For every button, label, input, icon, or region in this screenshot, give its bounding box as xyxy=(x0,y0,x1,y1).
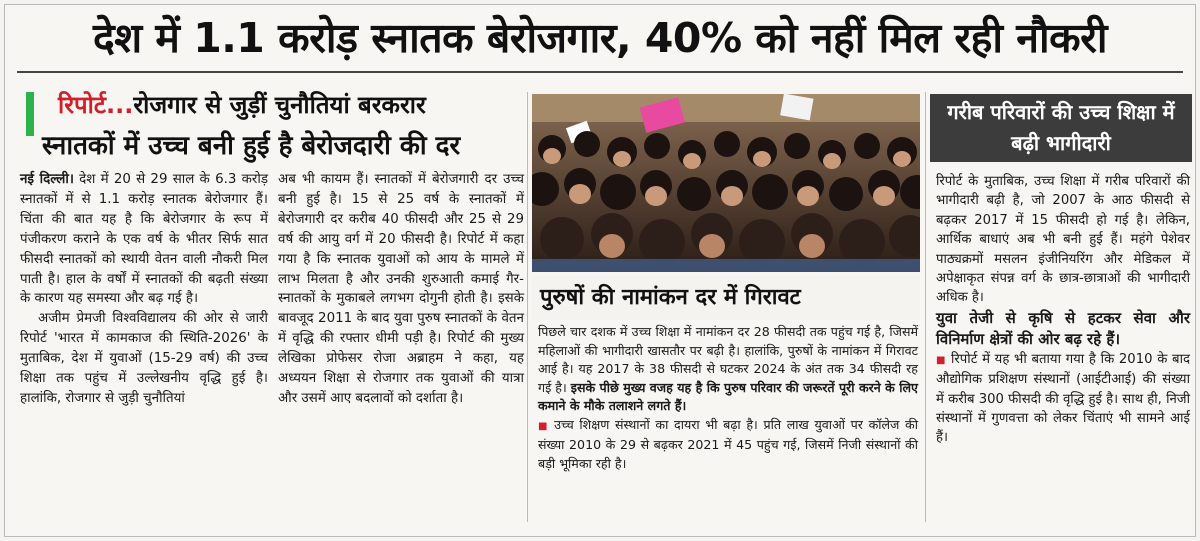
article-text: उच्च शिक्षण संस्थानों का दायरा भी बढ़ा है। प्रति लाख युवाओं पर कॉलेज की संख्या 2010 के 29 से बढ़कर 2021 में 45 पहुंच गई, जिसमें निजी संस्थानों की बड़ी भूमिका रही है। xyxy=(538,416,918,471)
article-text: पिछले चार दशक में उच्च शिक्षा में नामांकन दर 28 फीसदी तक पहुंच गई है, जिसमें महिलाओं की भागीदारी खासतौर पर बढ़ी है। हालांकि, पुरुषों के नामांकन में गिरावट आई है। यह 2017 के 38 फीसदी से घटकर 2024 के अंत तक 34 फीसदी रह गई है। xyxy=(538,324,918,395)
bullet-paragraph xyxy=(538,416,918,474)
crowd-photo xyxy=(532,94,920,272)
main-headline: देश में 1.1 करोड़ स्नातक बेरोजगार, 40% को नहीं मिल रही नौकरी xyxy=(92,14,1107,62)
sidebar-heading: गरीब परिवारों की उच्च शिक्षा में बढ़ी भागीदारी xyxy=(930,94,1192,162)
subheadline: स्नातकों में उच्च बनी हुई है बेरोजदारी की दर xyxy=(42,131,461,161)
article-paragraph xyxy=(538,323,918,416)
article-paragraph: अब भी कायम हैं। स्नातकों में बेरोजगारी दर उच्च बनी हुई है। 15 से 25 वर्ष के स्नातकों में बेरोजगारी दर करीब 40 फीसदी और 25 से 29 वर्ष की आयु वर्ग में 20 फीसदी है। रिपोर्ट में कहा गया है कि स्नातक युवाओं को आय के मामले में लाभ मिलता है और उनकी शुरुआती कमाई गैर-स्नातकों के मुकाबले लगभग दोगुनी होती है। इसके बावजूद 2011 के बाद युवा पुरुष स्नातकों के वेतन में वृद्धि की रफ्तार धीमी पड़ी है। रिपोर्ट की मुख्य लेखिका प्रोफेसर रोजा अब्राहम ने कहा, यह अध्ययन शिक्षा से रोजगार तक युवाओं की यात्रा और उसमें आए बदलावों को दर्शाता है। xyxy=(278,172,524,406)
article-paragraph xyxy=(20,170,268,309)
bullet-paragraph xyxy=(936,350,1190,448)
kicker-text: रोजगार से जुड़ीं चुनौतियां बरकरार xyxy=(133,91,426,119)
column-divider xyxy=(527,92,528,522)
headline-rule xyxy=(17,71,1183,73)
column-divider xyxy=(925,92,926,522)
article-column-1 xyxy=(20,170,268,409)
section-heading-enrollment: पुरुषों की नामांकन दर में गिरावट xyxy=(532,276,920,320)
sidebar-highlight: युवा तेजी से कृषि से हटकर सेवा और विनिर्माण क्षेत्रों की ओर बढ़ रहे हैं। xyxy=(936,308,1190,348)
article-paragraph: रिपोर्ट के मुताबिक, उच्च शिक्षा में गरीब परिवारों की भागीदारी बढ़ी है, जो 2007 के आठ फीसदी से बढ़कर 2017 में 15 फीसदी हो गई है। लेकिन, आर्थिक बाधाएं अब भी बनी हुई हैं। महंगे पेशेवर पाठ्यक्रमों मसलन इंजीनियरिंग और मेडिकल में अपेक्षाकृत संपन्न वर्ग के छात्र-छात्राओं की भागीदारी अधिक है। xyxy=(936,174,1190,306)
kicker-marker xyxy=(26,92,34,136)
sidebar-body xyxy=(936,172,1190,448)
dateline: नई दिल्ली। xyxy=(20,172,74,187)
highlight-text: इसके पीछे मुख्य वजह यह है कि पुरुष परिवार की जरूरतें पूरी करने के लिए कमाने के मौके तलाशने लगते हैं। xyxy=(538,379,918,413)
kicker-label: रिपोर्ट... xyxy=(58,91,134,119)
square-bullet-icon: ■ xyxy=(936,354,946,366)
kicker xyxy=(58,88,426,121)
article-text: देश में 20 से 29 साल के 6.3 करोड़ स्नातकों में से 1.1 करोड़ स्नातक बेरोजगार हैं। चिंता की बात यह है कि बेरोजगार के रूप में पंजीकरण कराने के एक वर्ष के भीतर सिर्फ सात फीसदी स्नातकों को स्थायी वेतन वाली नौकरी मिल पाती है। हाल के वर्षों में स्नातकों की बढ़ती संख्या के कारण यह समस्या और बढ़ गई है। xyxy=(20,172,268,307)
article-column-2 xyxy=(278,170,524,409)
article-text: रिपोर्ट में यह भी बताया गया है कि 2010 के बाद औद्योगिक प्रशिक्षण संस्थानों (आईटीआई) की संख्या में करीब 300 फीसदी की वृद्धि हुई है। साथ ही, निजी संस्थानों में गुणवत्ता को लेकर चिंताएं भी सामने आई हैं। xyxy=(936,351,1190,446)
enrollment-body xyxy=(538,323,918,473)
article-paragraph: अजीम प्रेमजी विश्वविद्यालय की ओर से जारी रिपोर्ट 'भारत में कामकाज की स्थिति-2026' के मुताबिक, देश में युवाओं (15-29 वर्ष) की उच्च शिक्षा तक पहुंच में उल्लेखनीय वृद्धि हुई है। हालांकि, रोजगार से जुड़ी चुनौतियां xyxy=(20,311,268,406)
square-bullet-icon: ■ xyxy=(538,420,550,432)
